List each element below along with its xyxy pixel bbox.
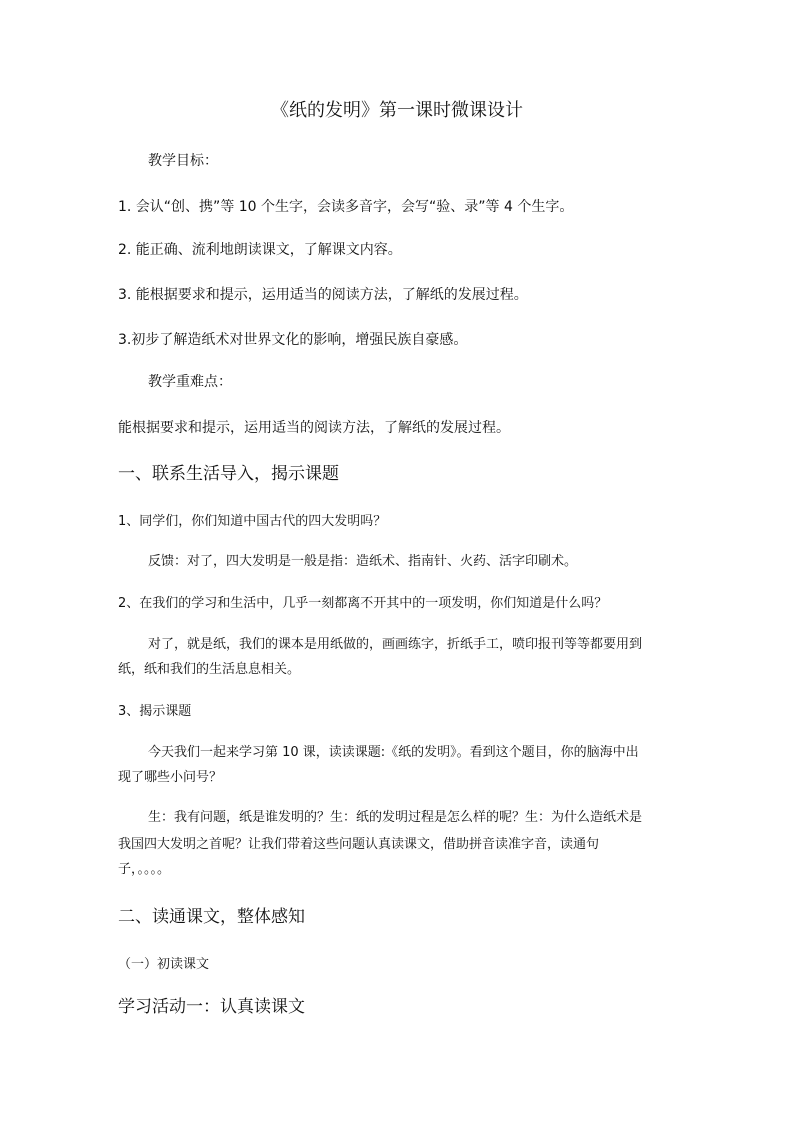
objective-item-3: 3. 能根据要求和提示，运用适当的阅读方法，了解纸的发展过程。 <box>118 287 528 303</box>
objective-item-4: 3.初步了解造纸术对世界文化的影响，增强民族自豪感。 <box>118 332 468 348</box>
section-1-answer-4-line-2: 我国四大发明之首呢？让我们带着这些问题认真读课文，借助拼音读准字音，读通句 <box>118 837 600 852</box>
section-1-question-1: 1、同学们，你们知道中国古代的四大发明吗？ <box>118 514 387 529</box>
objective-item-1: 1. 会认“创、携”等 10 个生字，会读多音字，会写“验、录”等 4 个生字。 <box>118 199 574 215</box>
section-2-subheading-1: （一）初读课文 <box>118 957 210 972</box>
section-1-answer-4-line-3: 子，。。。。 <box>118 862 171 877</box>
section-2-activity-1: 学习活动一：认真读课文 <box>118 997 305 1017</box>
section-1-answer-2-line-2: 纸，纸和我们的生活息息相关。 <box>118 662 301 677</box>
key-points-text: 能根据要求和提示，运用适当的阅读方法，了解纸的发展过程。 <box>118 420 510 436</box>
section-1-question-3: 3、揭示课题 <box>118 704 192 719</box>
section-2-heading: 二、读通课文，整体感知 <box>118 907 305 927</box>
section-1-question-2: 2、在我们的学习和生活中，几乎一刻都离不开其中的一项发明，你们知道是什么吗？ <box>118 596 608 611</box>
section-1-answer-2-line-1: 对了，就是纸，我们的课本是用纸做的，画画练字，折纸手工，喷印报刊等等都要用到 <box>148 637 643 652</box>
objective-item-2: 2. 能正确、流利地朗读课文，了解课文内容。 <box>118 242 402 258</box>
section-1-answer-4-line-1: 生：我有问题，纸是谁发明的？生：纸的发明过程是怎么样的呢？生：为什么造纸术是 <box>148 810 643 825</box>
key-points-heading: 教学重难点： <box>148 374 232 390</box>
section-1-answer-3-line-2: 现了哪些小问号？ <box>118 770 223 785</box>
section-1-heading: 一、联系生活导入，揭示课题 <box>118 464 339 484</box>
objectives-heading: 教学目标： <box>148 153 218 169</box>
section-1-answer-1: 反馈：对了，四大发明是一般是指：造纸术、指南针、火药、活字印刷术。 <box>148 554 578 569</box>
document-title: 《纸的发明》第一课时微课设计 <box>271 100 523 121</box>
section-1-answer-3-line-1: 今天我们一起来学习第 10 课，读读课题:《纸的发明》。看到这个题目，你的脑海中出 <box>148 745 639 760</box>
